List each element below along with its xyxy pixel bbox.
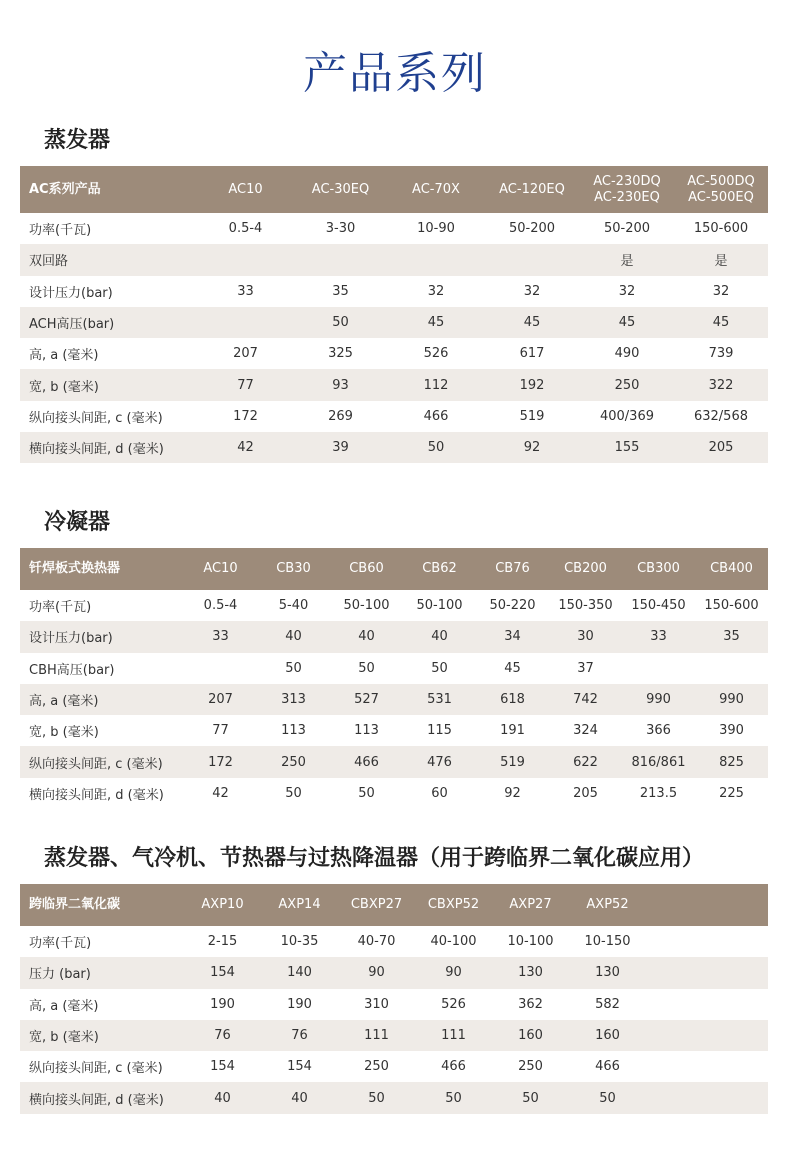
column-header-line: AC-500DQ	[687, 173, 755, 189]
table-cell: 172	[184, 746, 257, 777]
table-cell: 42	[212, 785, 229, 801]
table-cell: 466	[595, 1059, 620, 1075]
table-cell: 90	[338, 957, 415, 988]
table-cell: 154	[210, 1059, 235, 1075]
section-heading-evaporator: 蒸发器	[44, 128, 111, 153]
table-cell: 269	[328, 408, 353, 424]
table-cell: 466	[330, 746, 403, 777]
table-cell: 92	[504, 785, 521, 801]
transcritical-table	[20, 884, 768, 1114]
table-cell: 113	[354, 723, 379, 739]
table-cell	[198, 307, 293, 338]
table-row	[20, 276, 768, 307]
table-cell: 33	[237, 283, 254, 299]
table-cell: 112	[388, 369, 484, 400]
page-title: 产品系列	[303, 48, 487, 99]
table-cell	[646, 989, 768, 1020]
table-cell: 50	[388, 432, 484, 463]
column-header-cbxp52: CBXP52	[415, 884, 492, 926]
table-cell: 93	[293, 369, 388, 400]
table-cell: 313	[257, 684, 330, 715]
table-cell: 325	[328, 346, 353, 362]
row-label: 高, a (毫米)	[29, 348, 99, 364]
table-row	[20, 715, 768, 746]
column-header-cbxp27: CBXP27	[338, 884, 415, 926]
table-cell: 160	[569, 1020, 646, 1051]
table-cell: 191	[500, 723, 525, 739]
table-cell: 2-15	[207, 934, 238, 950]
table-cell: 10-35	[280, 934, 319, 950]
table-cell: 160	[492, 1020, 569, 1051]
table-cell: 35	[695, 621, 768, 652]
table-cell	[484, 244, 580, 275]
table-cell: 50	[569, 1082, 646, 1113]
row-label: 设计压力(bar)	[20, 621, 184, 652]
table-row	[20, 213, 768, 244]
table-cell: 76	[184, 1020, 261, 1051]
table-row	[20, 653, 768, 684]
row-label: ACH高压(bar)	[20, 307, 198, 338]
table-row	[20, 401, 768, 432]
table-cell: 50-200	[508, 221, 556, 237]
table-cell: 77	[198, 369, 293, 400]
table-cell: 45	[484, 307, 580, 338]
table-row	[20, 1020, 768, 1051]
row-label: 宽, b (毫米)	[20, 369, 198, 400]
table-cell: 400/369	[599, 408, 654, 424]
table-cell: 322	[674, 369, 768, 400]
table-cell	[293, 244, 388, 275]
table-cell: 92	[484, 432, 580, 463]
table-cell: 990	[695, 684, 768, 715]
table-header-row	[20, 884, 768, 926]
table-cell: 115	[427, 723, 452, 739]
table-cell: 35	[332, 283, 349, 299]
table-cell: 310	[364, 996, 389, 1012]
row-label: 高, a (毫米)	[20, 684, 184, 715]
table-cell: 172	[233, 408, 258, 424]
row-label: 纵向接头间距, c (毫米)	[29, 1061, 163, 1077]
table-cell: 190	[210, 996, 235, 1012]
column-header-cb300: CB300	[622, 548, 695, 590]
column-header-ac10: AC10	[184, 548, 257, 590]
row-label: 功率(千瓦)	[29, 600, 92, 616]
table-row	[20, 684, 768, 715]
table-cell: 205	[573, 785, 598, 801]
table-cell: 42	[198, 432, 293, 463]
row-label: 双回路	[20, 244, 198, 275]
table-cell: 50	[431, 660, 448, 676]
table-row	[20, 989, 768, 1020]
table-cell: 50	[285, 785, 302, 801]
table-cell: 476	[403, 746, 476, 777]
column-header-cb30: CB30	[257, 548, 330, 590]
table-cell: 33	[184, 621, 257, 652]
table-cell: 205	[674, 432, 768, 463]
table-cell: 50	[285, 660, 302, 676]
table-cell: 45	[388, 307, 484, 338]
table-cell: 154	[184, 957, 261, 988]
table-cell: 50	[415, 1082, 492, 1113]
evaporator-table	[20, 166, 768, 463]
table-cell: 990	[622, 684, 695, 715]
table-cell: 190	[287, 996, 312, 1012]
column-header-category: 跨临界二氧化碳	[20, 884, 184, 926]
table-cell: 362	[518, 996, 543, 1012]
table-cell: 617	[519, 346, 545, 362]
table-cell: 0.5-4	[228, 221, 263, 237]
table-cell: 50	[358, 785, 375, 801]
column-header-cb60: CB60	[330, 548, 403, 590]
table-cell: 390	[719, 723, 744, 739]
table-cell	[198, 244, 293, 275]
table-row	[20, 1082, 768, 1113]
table-cell: 250	[580, 369, 674, 400]
table-cell: 519	[519, 408, 545, 424]
table-cell	[646, 1082, 768, 1113]
table-row	[20, 621, 768, 652]
column-header-empty	[646, 884, 768, 926]
table-row	[20, 1051, 768, 1082]
table-cell: 40	[184, 1082, 261, 1113]
table-row	[20, 369, 768, 400]
table-cell: 50	[338, 1082, 415, 1113]
table-cell: 618	[476, 684, 549, 715]
table-cell	[388, 244, 484, 275]
row-label: 压力 (bar)	[20, 957, 184, 988]
table-cell: 192	[484, 369, 580, 400]
condenser-table	[20, 548, 768, 809]
table-cell: 45	[580, 307, 674, 338]
table-cell: 324	[573, 723, 598, 739]
table-cell: 111	[415, 1020, 492, 1051]
table-cell: 111	[338, 1020, 415, 1051]
column-header-cb400: CB400	[695, 548, 768, 590]
table-row	[20, 338, 768, 369]
table-cell: 527	[330, 684, 403, 715]
row-label: 横向接头间距, d (毫米)	[20, 1082, 184, 1113]
table-row	[20, 432, 768, 463]
table-row	[20, 746, 768, 777]
table-cell: 816/861	[622, 746, 695, 777]
column-header-ac-230dq	[580, 166, 674, 213]
table-cell: 742	[549, 684, 622, 715]
table-cell: 207	[233, 346, 258, 362]
table-cell: 150-600	[704, 598, 759, 614]
table-cell: 10-150	[584, 934, 631, 950]
table-cell: 50-100	[416, 598, 463, 614]
table-cell: 622	[549, 746, 622, 777]
table-cell: 76	[261, 1020, 338, 1051]
table-cell: 90	[415, 957, 492, 988]
table-cell: 366	[646, 723, 671, 739]
table-cell: 526	[423, 346, 449, 362]
table-cell	[695, 653, 768, 684]
table-cell: 50	[293, 307, 388, 338]
table-cell: 207	[184, 684, 257, 715]
table-cell	[646, 1020, 768, 1051]
table-cell: 40	[257, 621, 330, 652]
table-cell: 466	[423, 408, 449, 424]
column-header-cb62: CB62	[403, 548, 476, 590]
table-cell: 37	[577, 660, 594, 676]
table-cell: 150-600	[693, 221, 749, 237]
table-cell: 582	[595, 996, 620, 1012]
column-header-line: AC-230EQ	[594, 189, 660, 205]
table-cell: 40	[330, 621, 403, 652]
table-header-row	[20, 166, 768, 213]
table-cell: 50-220	[489, 598, 536, 614]
table-cell: 150-350	[558, 598, 613, 614]
table-cell: 0.5-4	[203, 598, 238, 614]
table-cell: 155	[580, 432, 674, 463]
table-cell: 40	[403, 621, 476, 652]
column-header-axp10: AXP10	[184, 884, 261, 926]
table-cell: 40-100	[430, 934, 477, 950]
row-label: 功率(千瓦)	[29, 936, 92, 952]
table-cell: 32	[427, 283, 445, 299]
table-cell	[646, 926, 768, 957]
table-cell: 466	[441, 1059, 466, 1075]
row-label: 横向接头间距, d (毫米)	[29, 787, 164, 803]
table-header-row	[20, 548, 768, 590]
table-cell: 39	[293, 432, 388, 463]
table-cell: 10-100	[507, 934, 554, 950]
row-label: CBH高压(bar)	[29, 662, 115, 678]
column-header-axp52: AXP52	[569, 884, 646, 926]
table-cell: 225	[719, 785, 744, 801]
table-cell: 30	[549, 621, 622, 652]
column-header-cb76: CB76	[476, 548, 549, 590]
table-cell: 33	[622, 621, 695, 652]
table-cell: 526	[441, 996, 466, 1012]
table-cell: 113	[281, 723, 306, 739]
column-header-ac-30eq: AC-30EQ	[293, 166, 388, 213]
table-cell: 40	[261, 1082, 338, 1113]
table-cell: 50-100	[343, 598, 390, 614]
table-cell	[184, 653, 257, 684]
row-label: 宽, b (毫米)	[29, 725, 99, 741]
column-header-axp27: AXP27	[492, 884, 569, 926]
table-cell: 531	[403, 684, 476, 715]
table-cell: 130	[492, 957, 569, 988]
row-label: 宽, b (毫米)	[20, 1020, 184, 1051]
column-header-line: AC-500EQ	[688, 189, 754, 205]
table-row	[20, 957, 768, 988]
table-cell: 32	[712, 283, 730, 299]
column-header-category: 钎焊板式换热器	[20, 548, 184, 590]
table-cell: 5-40	[278, 598, 309, 614]
row-label: 纵向接头间距, c (毫米)	[29, 410, 163, 426]
column-header-line: AC-230DQ	[593, 173, 661, 189]
table-cell: 632/568	[693, 408, 748, 424]
table-cell: 150-450	[631, 598, 686, 614]
column-header-ac10: AC10	[198, 166, 293, 213]
table-cell: 825	[695, 746, 768, 777]
table-row	[20, 778, 768, 809]
table-row	[20, 244, 768, 275]
table-cell: 32	[523, 283, 541, 299]
table-cell: 490	[614, 346, 640, 362]
table-cell: 34	[476, 621, 549, 652]
table-row	[20, 590, 768, 621]
table-cell: 40-70	[357, 934, 396, 950]
table-row	[20, 926, 768, 957]
table-cell: 250	[364, 1059, 389, 1075]
row-label: 功率(千瓦)	[29, 223, 92, 239]
column-header-category: AC系列产品	[20, 166, 198, 213]
table-cell: 3-30	[325, 221, 356, 237]
column-header-cb200: CB200	[549, 548, 622, 590]
table-row	[20, 307, 768, 338]
table-cell: 45	[674, 307, 768, 338]
row-label: 设计压力(bar)	[29, 285, 113, 301]
column-header-ac-120eq: AC-120EQ	[484, 166, 580, 213]
section-heading-condenser: 冷凝器	[44, 510, 111, 535]
table-cell: 250	[257, 746, 330, 777]
column-header-axp14: AXP14	[261, 884, 338, 926]
table-cell: 213.5	[639, 785, 678, 801]
table-cell: 50	[358, 660, 375, 676]
table-cell: 130	[569, 957, 646, 988]
table-cell: 739	[708, 346, 734, 362]
section-heading-transcritical: 蒸发器、气冷机、节热器与过热降温器（用于跨临界二氧化碳应用）	[44, 846, 705, 871]
table-cell: 60	[431, 785, 448, 801]
table-cell: 250	[518, 1059, 543, 1075]
table-cell: 45	[504, 660, 521, 676]
column-header-ac-70x: AC-70X	[388, 166, 484, 213]
table-cell: 154	[287, 1059, 312, 1075]
table-cell: 32	[618, 283, 636, 299]
table-cell	[646, 957, 768, 988]
table-cell: 50	[492, 1082, 569, 1113]
table-cell: 140	[261, 957, 338, 988]
table-cell: 是	[580, 244, 674, 275]
table-cell	[622, 653, 695, 684]
row-label: 高, a (毫米)	[29, 998, 99, 1014]
table-cell	[646, 1051, 768, 1082]
row-label: 横向接头间距, d (毫米)	[20, 432, 198, 463]
row-label: 纵向接头间距, c (毫米)	[20, 746, 184, 777]
table-cell: 519	[476, 746, 549, 777]
table-cell: 10-90	[417, 221, 455, 237]
table-cell: 77	[212, 723, 229, 739]
table-cell: 50-200	[603, 221, 651, 237]
table-cell: 是	[674, 244, 768, 275]
column-header-ac-500dq	[674, 166, 768, 213]
